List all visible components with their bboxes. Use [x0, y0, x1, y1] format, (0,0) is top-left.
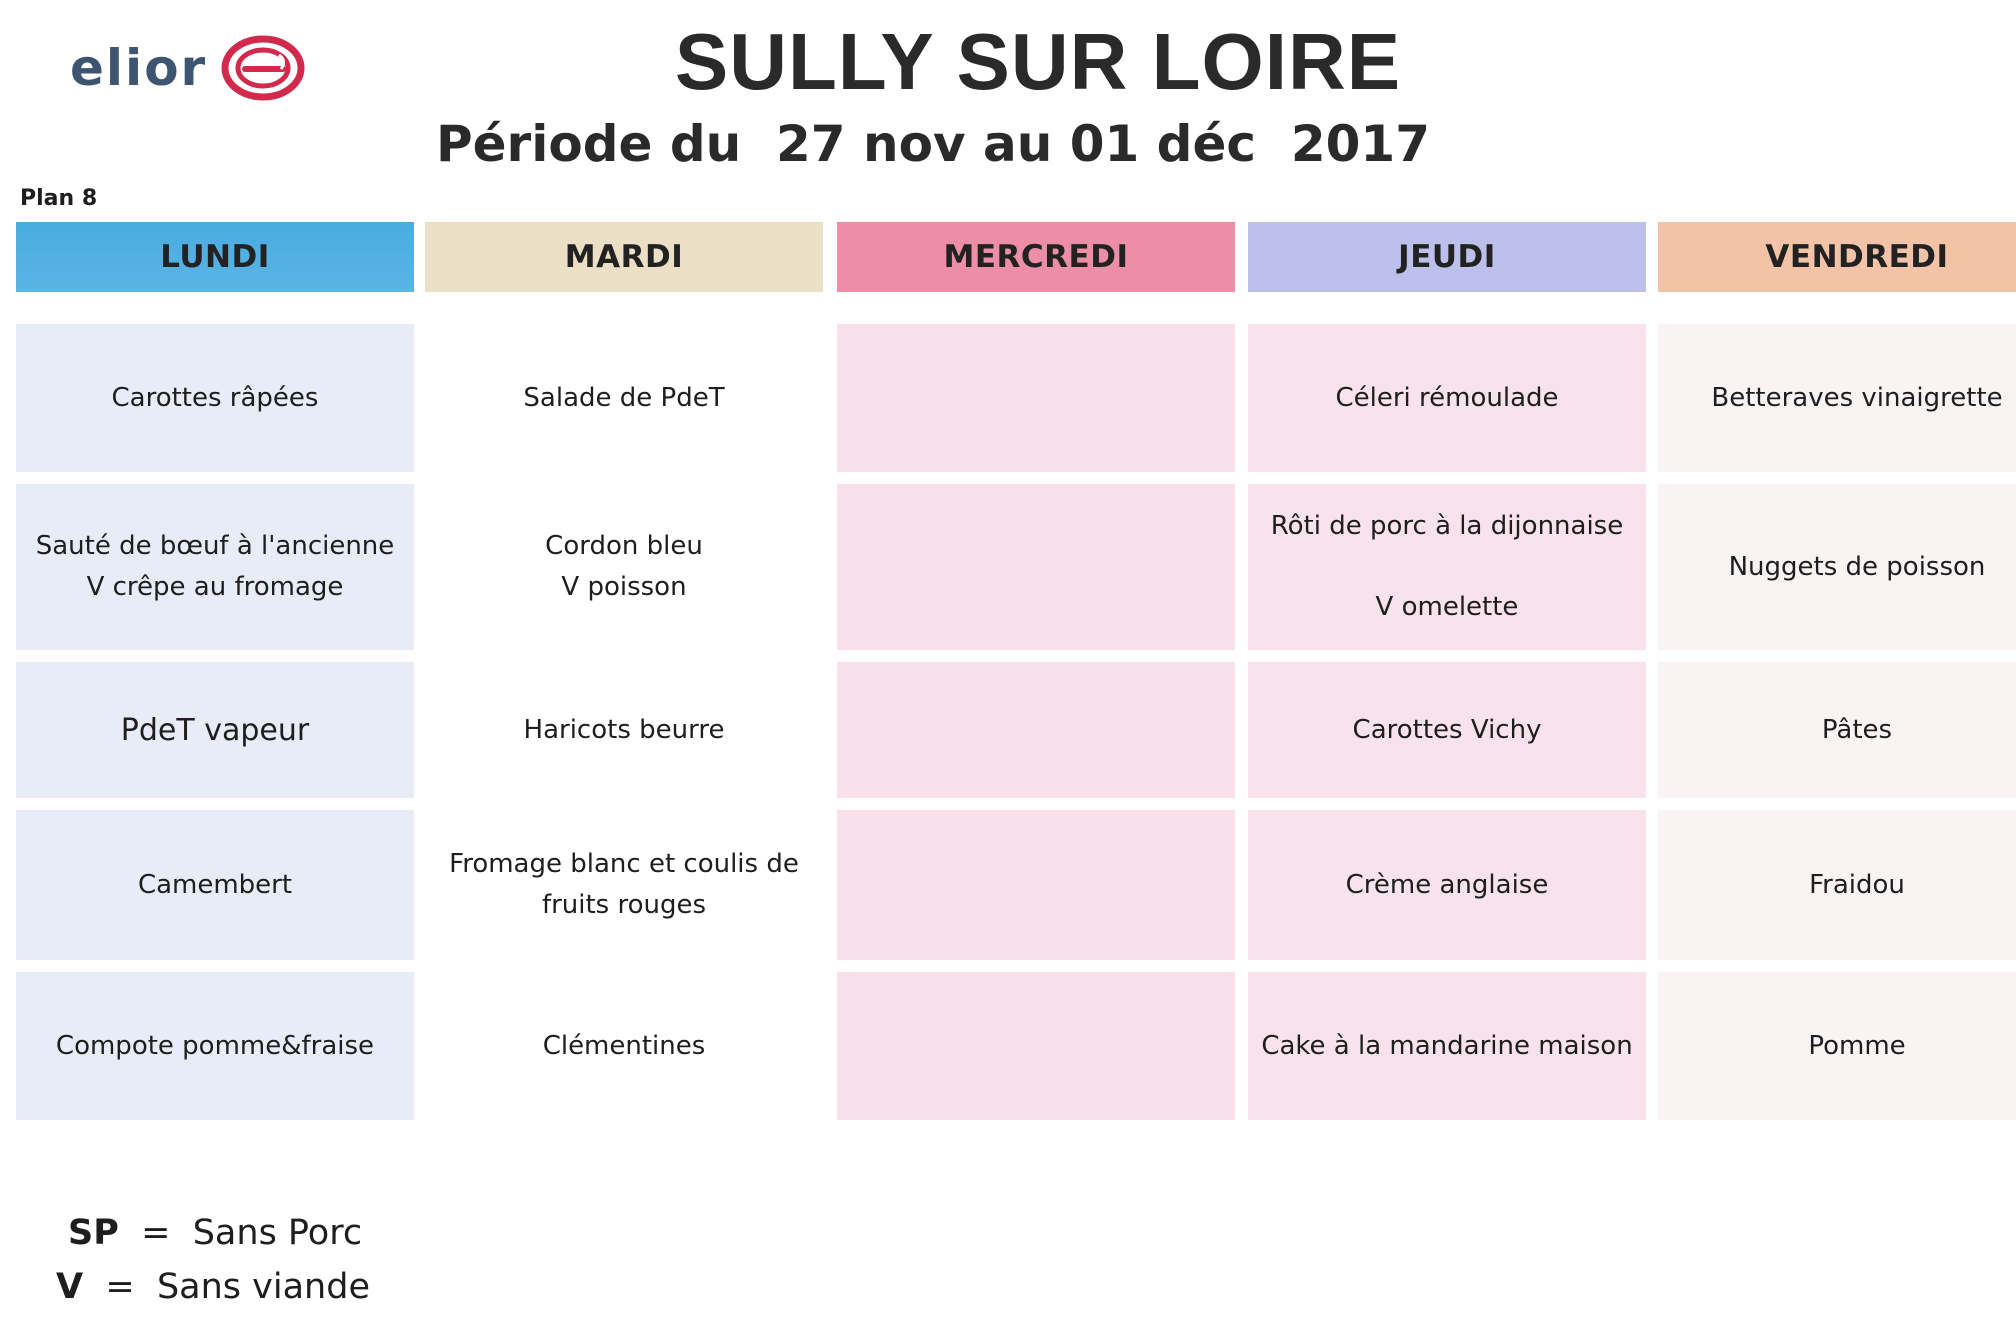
menu-item-text: Fraidou [1809, 869, 1905, 900]
legend-row-sp [68, 1206, 370, 1260]
menu-cell [16, 662, 414, 798]
menu-item-text: Cake à la mandarine maison [1261, 1030, 1633, 1061]
menu-cell [16, 972, 414, 1120]
day-header-vendredi: VENDREDI [1658, 222, 2016, 292]
menu-cell [16, 324, 414, 472]
menu-item-text: Haricots beurre [523, 714, 725, 745]
menu-cell [1658, 810, 2016, 960]
day-column-mardi [425, 222, 823, 1061]
menu-cell [1248, 484, 1646, 650]
menu-item-text: Carottes râpées [111, 382, 319, 413]
legend [56, 1206, 370, 1314]
menu-item-text: Pâtes [1821, 714, 1893, 745]
menu-item-text: Carottes Vichy [1352, 714, 1542, 745]
menu-item-text: Betteraves vinaigrette [1711, 382, 2003, 413]
day-header-mercredi: MERCREDI [837, 222, 1235, 292]
menu-item-text: Clémentines [542, 1030, 706, 1061]
legend-equals: = [141, 1213, 171, 1253]
page-title: SULLY SUR LOIRE [674, 17, 1402, 106]
menu-cell [425, 662, 823, 798]
menu-cell [1658, 484, 2016, 650]
period-subtitle: Période du 27 nov au 01 déc 2017 [436, 115, 1430, 173]
menu-cell [1658, 662, 2016, 798]
menu-item-text: PdeT vapeur [120, 712, 310, 748]
menu-cell [1658, 324, 2016, 472]
menu-cell [1248, 810, 1646, 960]
plan-label: Plan 8 [20, 186, 98, 211]
menu-item-text: Crème anglaise [1345, 869, 1549, 900]
menu-item-text: Rôti de porc à la dijonnaise [1270, 511, 1624, 541]
menu-cell [425, 972, 823, 1120]
legend-equals: = [105, 1267, 135, 1307]
legend-abbr: V [56, 1267, 84, 1307]
menu-cell [837, 972, 1235, 1120]
menu-item-text: Céleri rémoulade [1335, 382, 1559, 413]
menu-item-text: Camembert [137, 869, 293, 900]
menu-cell [16, 810, 414, 960]
menu-cell [837, 662, 1235, 798]
menu-item-text: Nuggets de poisson [1728, 551, 1986, 582]
menu-cell [1658, 972, 2016, 1120]
menu-item-text: Cordon bleu [545, 531, 703, 561]
menu-cell [16, 484, 414, 650]
menu-cell [1248, 662, 1646, 798]
legend-text: Sans viande [156, 1267, 370, 1307]
menu-cell [837, 484, 1235, 650]
menu-cell [837, 810, 1235, 960]
menu-cell [1248, 972, 1646, 1120]
day-column-jeudi [1248, 222, 1646, 1061]
menu-cell [425, 484, 823, 650]
day-header-lundi: LUNDI [16, 222, 414, 292]
menu-item-text: V crêpe au fromage [86, 572, 344, 602]
menu-item-text: fruits rouges [541, 890, 707, 920]
menu-cell [425, 324, 823, 472]
day-column-lundi [16, 222, 414, 1061]
day-column-mercredi [837, 222, 1235, 292]
legend-text: Sans Porc [192, 1213, 363, 1253]
menu-item-text: Compote pomme&fraise [55, 1030, 375, 1061]
day-column-vendredi [1658, 222, 2016, 1061]
legend-row-v [56, 1260, 370, 1314]
menu-item-text: Fromage blanc et coulis de [449, 849, 799, 879]
menu-item-text: V poisson [561, 572, 687, 602]
legend-abbr: SP [68, 1213, 119, 1253]
day-header-jeudi: JEUDI [1248, 222, 1646, 292]
menu-cell [1248, 324, 1646, 472]
menu-cell [425, 810, 823, 960]
menu-cell [837, 324, 1235, 472]
menu-item-text: Pomme [1808, 1030, 1906, 1061]
day-header-mardi: MARDI [425, 222, 823, 292]
menu-item-text: Sauté de bœuf à l'ancienne [35, 531, 395, 561]
menu-item-text: V omelette [1375, 592, 1519, 622]
logo-wordmark: elior [70, 39, 208, 97]
menu-item-text: Salade de PdeT [523, 382, 725, 413]
